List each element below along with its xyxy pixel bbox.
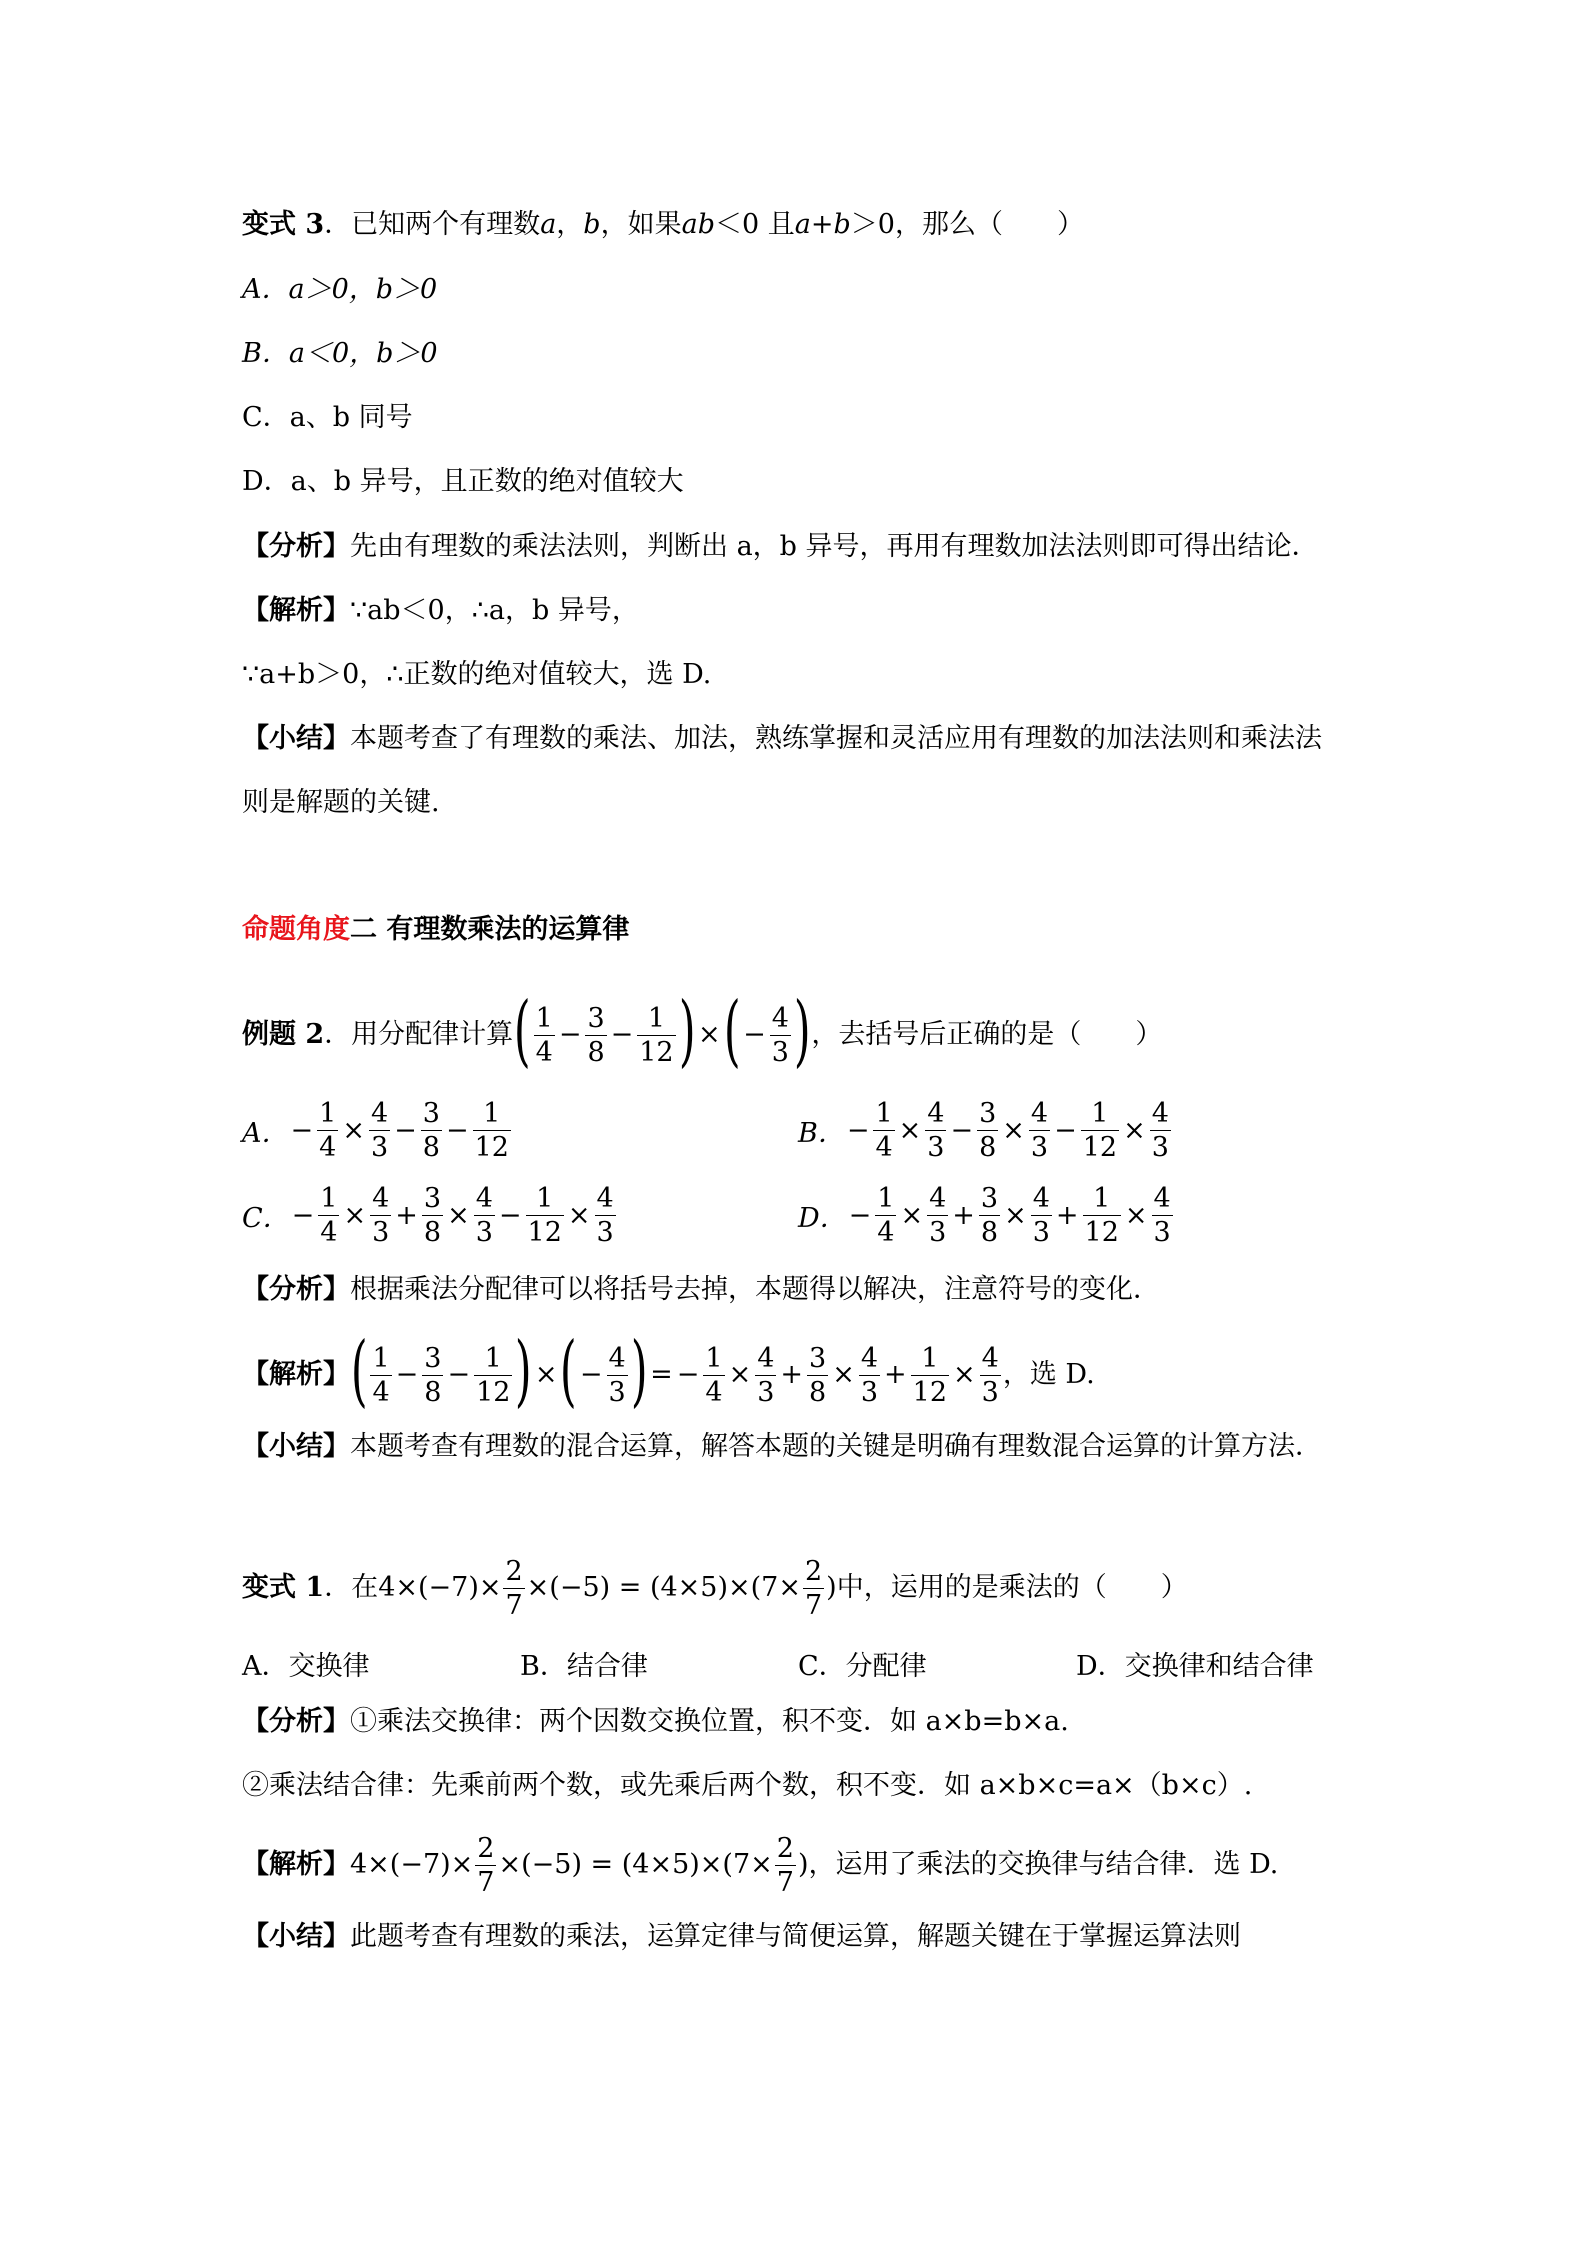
variant1-summary: 【小结】 此题考查有理数的乘法，运算定律与简便运算，解题关键在于掌握运算法则 — [242, 1921, 1241, 1952]
example2-summary: 【小结】 本题考查有理数的混合运算，解答本题的关键是明确有理数混合运算的计算方法． — [242, 1431, 1322, 1462]
example2-analysis: 【分析】 根据乘法分配律可以将括号去掉，本题得以解决，注意符号的变化． — [242, 1274, 1160, 1305]
variant3-analysis: 【分析】 先由有理数的乘法法则，判断出 a，b 异号，再用有理数加法法则即可得出结论． — [242, 531, 1319, 562]
variant3-solution-line2: ∵a+b＞0，∴正数的绝对值较大，选 D. — [242, 659, 712, 690]
variant1-question: 变式 1 ．在 4×(−7)× $\frac{2}{7}$ ×(−5) = (4×5)×(7× $\frac{2}{7}$ ) 中，运用的是乘法的（ ） — [242, 1555, 1188, 1621]
variant3-summary: 【小结】 本题考查了有理数的乘法、加法，熟练掌握和灵活应用有理数的加法法则和乘法法 — [242, 723, 1322, 754]
example2-option-d: D． − $\frac{1}{4}$ × $\frac{4}{3}$ + $\frac{3}{8}$ × $\frac{4}{3}$ + $\frac{1}{12}$ × $\frac{4}{3}$ — [798, 1183, 1171, 1248]
example2-question: 例题 2 ．用分配律计算 ( $\frac{1}{4}$ − $\frac{3}{8}$ − $\frac{1}{12}$ ) × ( − $\frac{4}{3}$ ) ，去括号后正确的是（ ） — [242, 986, 1163, 1076]
example2-option-a: A． − $\frac{1}{4}$ × $\frac{4}{3}$ − $\frac{3}{8}$ − $\frac{1}{12}$ — [242, 1098, 509, 1163]
variant3-question: 变式 3 ．已知两个有理数 a ， b ，如果 ab ＜0 且 a + b ＞0，那么（ ） — [242, 205, 1084, 245]
variant1-label: 变式 1 — [242, 1572, 325, 1603]
variant3-solution: 【解析】 ∵ab＜0，∴a，b 异号， — [242, 595, 639, 626]
example2-expression: ( $\frac{1}{4}$ − $\frac{3}{8}$ − $\frac{1}{12}$ ) × ( − $\frac{4}{3}$ ) — [514, 986, 811, 1076]
example2-label: 例题 2 — [242, 1019, 325, 1050]
example2-option-c: C． − $\frac{1}{4}$ × $\frac{4}{3}$ + $\frac{3}{8}$ × $\frac{4}{3}$ − $\frac{1}{12}$ × $\frac{4}{3}$ — [242, 1183, 614, 1248]
variant3-summary-line2: 则是解题的关键. — [242, 787, 440, 818]
variant1-option-d: D．交换律和结合律 — [1076, 1651, 1314, 1682]
example2-solution: 【解析】 ( $\frac{1}{4}$ − $\frac{3}{8}$ − $\frac{1}{12}$ ) × ( − $\frac{4}{3}$ ) = − $\frac{1}{4}$ × $\frac{4}{3}$ + $\frac{3}{8}$ × $\frac{4}{3}$ + $\frac{1}{12}$ × $\frac{4}{3}$ ，选 D. — [242, 1326, 1095, 1416]
variant1-option-b: B．结合律 — [520, 1651, 648, 1682]
section-heading: 命题角度 二 有理数乘法的运算律 — [242, 914, 630, 945]
variant1-solution: 【解析】 4×(−7)× $\frac{2}{7}$ ×(−5) = (4×5)×(7× $\frac{2}{7}$ ) ，运用了乘法的交换律与结合律．选 D. — [242, 1832, 1279, 1898]
variant3-option-a: A．a＞0，b＞0 — [242, 274, 438, 305]
variant3-label: 变式 3 — [242, 209, 325, 240]
example2-option-b: B． − $\frac{1}{4}$ × $\frac{4}{3}$ − $\frac{3}{8}$ × $\frac{4}{3}$ − $\frac{1}{12}$ × $\frac{4}{3}$ — [798, 1098, 1169, 1163]
variant3-option-c: C．a、b 同号 — [242, 402, 413, 433]
variant3-option-b: B．a＜0，b＞0 — [242, 338, 438, 369]
variant1-analysis-line2: ②乘法结合律：先乘前两个数，或先乘后两个数，积不变．如 a×b×c=a×（b×c）. — [242, 1770, 1253, 1801]
variant3-option-d: D．a、b 异号，且正数的绝对值较大 — [242, 466, 684, 497]
variant1-option-a: A．交换律 — [242, 1651, 370, 1682]
variant1-option-c: C．分配律 — [798, 1651, 927, 1682]
variant1-analysis: 【分析】 ①乘法交换律：两个因数交换位置，积不变．如 a×b=b×a. — [242, 1706, 1069, 1737]
